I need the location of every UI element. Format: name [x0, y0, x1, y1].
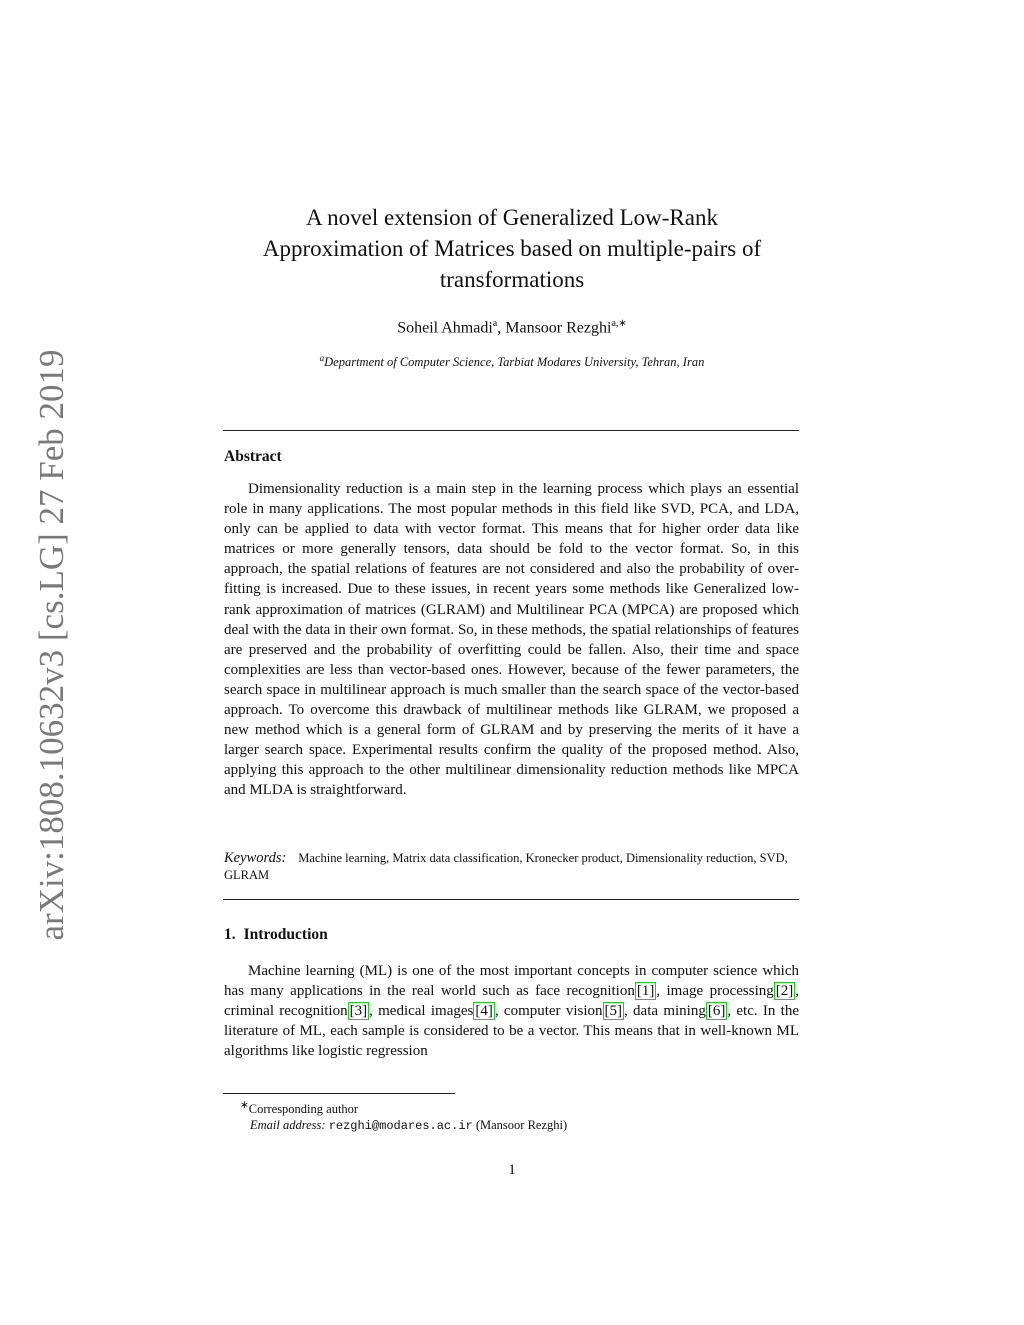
- citation-link-6[interactable]: [6]: [707, 1003, 726, 1020]
- intro-text-2: , image processing: [656, 983, 774, 1000]
- author-list: [225, 318, 799, 337]
- page-number: 1: [508, 1162, 516, 1178]
- footnote-line-2: [240, 1117, 800, 1134]
- citation-link-3[interactable]: [3]: [349, 1003, 368, 1020]
- affiliation: [225, 353, 799, 370]
- title-line-2: Approximation of Matrices based on multiple-pairs of: [262, 236, 762, 261]
- intro-text-1: Machine learning (ML) is one of the most important concepts in computer science which has many applications in the real world such as face recognition: [224, 963, 799, 1000]
- citation-link-2[interactable]: [2]: [775, 983, 794, 1000]
- title-line-3: transformations: [439, 267, 585, 292]
- section-heading: [224, 926, 328, 944]
- abstract-body: Dimensionality reduction is a main step in the learning process which plays an essential role in many applications. The most popular methods in this field like SVD, PCA, and LDA, only can be applied to data with vector format. This means that for higher order data like matrices or more generally tensors, data should be fold to the vector format. So, in this approach, the spatial relations of features are not considered and also the probability of over-fitting is increased. Due to these issues, in recent years some methods like Generalized low-rank approximation of matrices (GLRAM) and Multilinear PCA (MPCA) are proposed which deal with the data in their own format. So, in these methods, the spatial relationships of features are preserved and the probability of overfitting could be fallen. Also, their time and space complexities are less than vector-based ones. However, because of the fewer parameters, the search space in multilinear approach is much smaller than the search space of the vector-based approach. To overcome this drawback of multilinear methods like GLRAM, we proposed a new method which is a general form of GLRAM and by preserving the merits of it have a larger search space. Experimental results confirm the quality of the proposed method. Also, applying this approach to the other multilinear dimensionality reduction methods like MPCA and MLDA is straightforward.: [224, 481, 799, 799]
- author-separator: ,: [497, 319, 506, 337]
- title-line-1: A novel extension of Generalized Low-Rank: [306, 205, 718, 230]
- introduction-paragraph: [224, 961, 799, 1061]
- keywords: [224, 850, 799, 884]
- citation-link-5[interactable]: [5]: [604, 1003, 623, 1020]
- author-2-mark: a,∗: [611, 318, 627, 329]
- abstract-top-rule: [223, 430, 799, 431]
- footnote-corresponding: Corresponding author: [248, 1102, 359, 1117]
- intro-text-7: , etc. In the literature of ML, each sample is considered to be a vector. This means that in well-known ML algorithms like logistic regression: [224, 1003, 799, 1060]
- abstract-bottom-rule: [223, 899, 799, 900]
- section-title: Introduction: [243, 926, 328, 943]
- keywords-text: Machine learning, Matrix data classification, Kronecker product, Dimensionality reduction, SVD, GLRAM: [224, 851, 788, 882]
- author-2-name: Mansoor Rezghi: [505, 319, 612, 337]
- footnote-mark: ∗: [240, 1100, 249, 1111]
- footnote-email-label: Email address:: [250, 1118, 326, 1133]
- arxiv-identifier-text: arXiv:1808.10632v3 [cs.LG] 27 Feb 2019: [32, 349, 71, 941]
- footnote-email-address[interactable]: rezghi@modares.ac.ir: [328, 1119, 473, 1134]
- keywords-label: Keywords:: [224, 850, 287, 866]
- paper-title: [225, 202, 799, 295]
- intro-text-6: , data mining: [624, 1003, 706, 1020]
- author-1-mark: a: [492, 318, 498, 329]
- footnote-line-1: [240, 1098, 800, 1117]
- arxiv-identifier: [22, 350, 82, 940]
- footnote: [240, 1098, 800, 1134]
- author-1-name: Soheil Ahmadi: [397, 319, 493, 337]
- citation-link-4[interactable]: [4]: [475, 1003, 493, 1020]
- citation-link-1[interactable]: [1]: [636, 983, 655, 1000]
- intro-text-4: , medical images: [369, 1003, 474, 1020]
- affiliation-text: Department of Computer Science, Tarbiat Modares University, Tehran, Iran: [324, 355, 705, 370]
- intro-text-3: , criminal recognition: [224, 983, 799, 1020]
- intro-text-5: , computer vision: [494, 1003, 603, 1020]
- affiliation-mark: a: [319, 353, 325, 363]
- footnote-rule: [223, 1093, 455, 1094]
- footnote-email-name: (Mansoor Rezghi): [475, 1118, 568, 1133]
- section-number: 1.: [224, 926, 236, 943]
- abstract-heading: Abstract: [224, 448, 282, 465]
